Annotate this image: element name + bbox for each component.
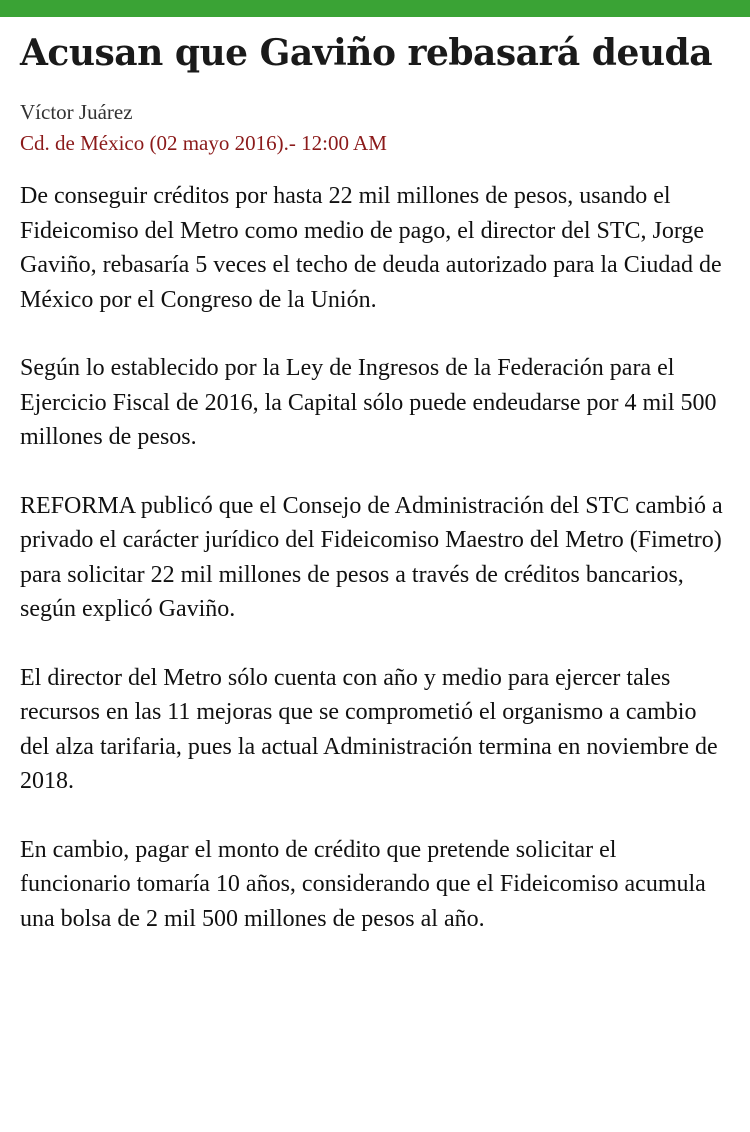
- article-dateline: Cd. de México (02 mayo 2016).- 12:00 AM: [20, 131, 387, 155]
- article-paragraph: Según lo establecido por la Ley de Ingresos de la Federación para el Ejercicio Fiscal de 2016, la Capital sólo puede endeudarse por 4 mil 500 millones de pesos.: [20, 355, 717, 450]
- article-body: [20, 179, 730, 936]
- top-accent-bar: [0, 0, 750, 17]
- article-paragraph: El director del Metro sólo cuenta con año y medio para ejercer tales recursos en las 11 mejoras que se comprometió el organismo a cambio del alza tarifaria, pues la actual Administración termina en noviembre de 2018.: [20, 664, 718, 794]
- article-author: Víctor Juárez: [20, 100, 133, 124]
- article-paragraph: REFORMA publicó que el Consejo de Administración del STC cambió a privado el carácter jurídico del Fideicomiso Maestro del Metro (Fimetro) para solicitar 22 mil millones de pesos a través de créditos bancarios, según explicó Gaviño.: [20, 492, 723, 622]
- article: [0, 17, 750, 936]
- article-paragraph: De conseguir créditos por hasta 22 mil millones de pesos, usando el Fideicomiso del Metro como medio de pago, el director del STC, Jorge Gaviño, rebasaría 5 veces el techo de deuda autorizado para la Ciudad de México por el Congreso de la Unión.: [20, 183, 722, 313]
- article-paragraph: En cambio, pagar el monto de crédito que pretende solicitar el funcionario tomaría 10 años, considerando que el Fideicomiso acumula una bolsa de 2 mil 500 millones de pesos al año.: [20, 836, 706, 932]
- article-headline: Acusan que Gaviño rebasará deuda: [20, 32, 713, 74]
